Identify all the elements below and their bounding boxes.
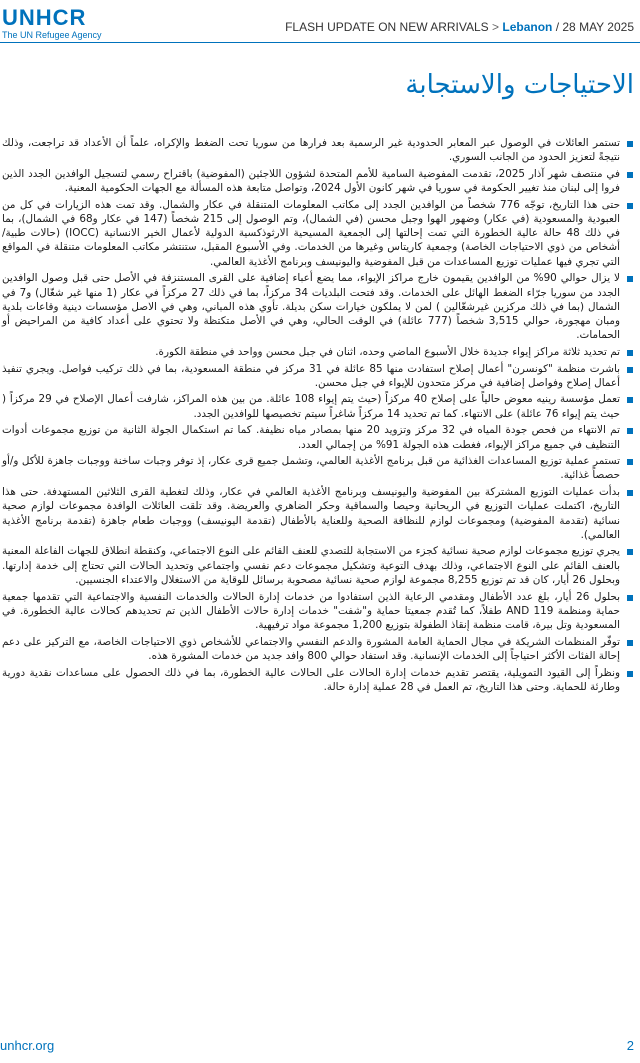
list-item <box>2 590 634 633</box>
bullet-square-icon <box>627 350 633 356</box>
report-title: FLASH UPDATE ON NEW ARRIVALS <box>285 20 489 34</box>
header-location: Lebanon <box>502 20 553 34</box>
bullet-square-icon <box>627 172 633 178</box>
bullet-square-icon <box>627 367 633 373</box>
list-item-text: تستمر العائلات في الوصول عبر المعابر الحدودية غير الرسمية بعد فرارها من سوريا تحت الضغط والإكراه، علماً أن الأعداد قد تراجعت، وذلك نتيجةً لتعزيز الحدود من الجانب السوري. <box>2 137 620 164</box>
header-divider <box>0 42 640 43</box>
logo-subtitle: The UN Refugee Agency <box>2 30 102 40</box>
list-item <box>2 485 634 542</box>
list-item <box>2 271 634 342</box>
list-item <box>2 666 634 694</box>
list-item-text: يجري توزيع مجموعات لوازم صحية نسائية كجزء من الاستجابة للتصدي للعنف القائم على النوع الاجتماعي، وكنقطة انطلاق للجهات الفاعلة المعنية بالعنف القائم على النوع الاجتماعي، وذلك بهدف التوعية وتشكيل مجموعات دعم نفسي واجتماعي وتحديد الحالات التي تحتاج إلى خدمة إدارتها. وبحلول 26 أيار، كان قد تم توزيع 8,255 مجموعة لوازم صحية نسائية مصحوبة برسائل للوقاية من الاستغلال والاعتداء الجنسيين. <box>2 545 620 586</box>
list-item-text: لا يزال حوالي 90% من الوافدين يقيمون خارج مراكز الإيواء، مما يضع أعباء إضافية على القرى المستنزفة في الأصل حتى قبل وصول الوافدين الجدد من سوريا جرّاء الضغط الهائل على الخدمات. وقد فتحت البلديات 34 مركزاً، بما في ذلك 27 مركزاً في عكار (1 منها غير شغّال) و7 في الشمال (بما في ذلك مركزين غيرشغّالين ) لمن لا يملكون خيارات سكن بديلة. تأوي هذه المباني، وهي في الاصل مؤسسات دينية وقاعات بلدية ومبان مهجورة، حوالي 3,515 شخصاً (777 عائلة) في الوقت الحالي، وهي في الأصل متكتظة ولا تحتوي على أعداد كافية من المراحيض أو الحمامات. <box>2 272 620 342</box>
list-item <box>2 362 634 390</box>
list-item <box>2 423 634 451</box>
bullet-square-icon <box>627 276 633 282</box>
list-item <box>2 635 634 663</box>
list-item-text: باشرت منظمة "كونسرن" أعمال إصلاح استفادت منها 85 عائلة في 31 مركز في منطقة المسعودية، بما في ذلك تركيب فواصل. ويجري تنفيذ أعمال إصلاح وفواصل إضافية في مركز متحدون للإيواء في جبل محسن. <box>2 362 621 389</box>
logo-wordmark: UNHCR <box>2 5 87 30</box>
list-item-text: تم تحديد ثلاثة مراكز إيواء جديدة خلال الأسبوع الماضي وحده، اثنان في جبل محسن وواحد في منطقة الكورة. <box>155 345 620 358</box>
header-date: / 28 MAY 2025 <box>555 20 634 34</box>
list-item <box>2 544 634 587</box>
bullet-list <box>2 136 634 697</box>
list-item-text: بحلول 26 أيار، بلغ عدد الأطفال ومقدمي الرعاية الذين استفادوا من خدمات إدارة الحالات والخدمات النفسية والاجتماعية التي تقدمها جمعية حماية ومنظمة AND 119 طفلاً، كما تُقدم جمعيتا حماية و"شفت" خدمات إدارة حالات الأطفال الذين تم تحديدهم كحالات عالية الخطورة. في المسعودية وتل بيرة، قامت منظمة إنقاذ الطفولة بتوزيع 1,200 مجموعة مواد ترفيهية. <box>2 590 620 631</box>
list-item-text: حتى هذا التاريخ، توجّه 776 شخصاً من الوافدين الجدد إلى مكاتب المعلومات المتنقلة في عكار والشمال. وقد تمت هذه الزيارات في كل من العبودية والمسعودية (في عكار) وضهور الهوا وجبل محسن (في الشمال)، وتم الوصول إلى 215 شخصاً (147 في عكار و68 في الشمال)، بما في ذلك 48 حالة عالية الخطورة التي تمت إحالتها إلى الجمعية المسيحية الارثوذكسية الدولية لأعمال الخير الانسانية (IOCC) (حالات طبية/أشخاص من ذوي الاحتياجات الخاصة) وجمعية كاريتاس وغيرها من الخدمات. وفي الأسبوع المقبل، ستنتشر مكاتب المعلومات متنقلة في المواقع التي تجري فيها عمليات توزيع المساعدات من قبل المفوضية واليونيسف وبرنامج الأغذية العالمي. <box>2 198 621 268</box>
list-item <box>2 198 634 269</box>
bullet-square-icon <box>627 141 633 147</box>
list-item <box>2 167 634 195</box>
footer-link[interactable]: unhcr.org <box>0 1038 55 1053</box>
bullet-square-icon <box>627 459 633 465</box>
list-item <box>2 392 634 420</box>
list-item-text: ونظراً إلى القيود التمويلية، يقتصر تقديم خدمات إدارة الحالات على الحالات عالية الخطورة، بما في ذلك الحصول على مساعدات نقدية دورية وطارئة للحماية. وحتى هذا التاريخ، تم العمل في 28 عملية إدارة حالة. <box>2 666 620 693</box>
page-number: 2 <box>626 1038 634 1053</box>
bullet-square-icon <box>627 203 633 209</box>
bullet-square-icon <box>627 428 633 434</box>
list-item-text: تستمر عملية توزيع المساعدات الغذائية من قبل برنامج الأغذية العالمي، وتشمل جميع قرى عكار، إذ توفر وجبات ساخنة ووجبات جاهزة للأكل و/أو حصصاً غذائية. <box>2 455 620 482</box>
list-item-text: بدأت عمليات التوزيع المشتركة بين المفوضية واليونيسف وبرنامج الأغذية العالمي في عكار، وذلك لتغطية القرى الثلاثين المستهدفة. حتى هذا التاريخ، اكتملت عمليات التوزيع في الريحانية وحيصا والسماقية وحكر الضاهري والعريضة. وقد تلقت العائلات الوافدة مجموعات لوازم صحية نسائية (تقدمة المفوضية) ومجموعات لوازم للنظافة الصحية وللعناية بالأطفال (تقدمة اليونيسف) ووجبات طعام جاهزة (تقدمة برنامج الأغذية العالمي). <box>2 486 620 541</box>
list-item-text: تم الانتهاء من فحص جودة المياه في 32 مركز وتزويد 20 منها بمصادر مياه نظيفة. كما تم استكمال الجولة الثانية من توزيع مجموعات أدوات التنظيف في جميع مراكز الإيواء، فغطت هذه الجولة 91% من إجمالي العدد. <box>2 424 620 451</box>
list-item <box>2 345 634 359</box>
list-item-text: توفّر المنظمات الشريكة في مجال الحماية العامة المشورة والدعم النفسي والاجتماعي للأشخاص ذوي الاحتياجات الخاصة، مع التركيز على دعم إحالة الفئات الأكثر احتياجاً إلى الخدمات الإنسانية. وقد استفاد حوالي 800 وافد جديد من خدمات المشورة هذه. <box>2 635 620 662</box>
list-item-text: في منتصف شهر آذار 2025، تقدمت المفوضية السامية للأمم المتحدة لشؤون اللاجئين (المفوضية) باقتراح رسمي لتسجيل الوافدين الجدد الذين فروا إلى لبنان منذ تغيير الحكومة في سوريا في شهر كانون الأول 2024، وتواصل متابعة هذه المسألة مع الجهات الحكومية المعنية. <box>2 167 621 195</box>
report-header <box>285 20 634 34</box>
section-title: الاحتياجات والاستجابة <box>405 70 634 100</box>
bullet-square-icon <box>627 397 633 403</box>
bullet-square-icon <box>627 671 633 677</box>
bullet-square-icon <box>627 595 633 601</box>
list-item <box>2 454 634 482</box>
bullet-square-icon <box>627 549 633 555</box>
unhcr-logo <box>0 6 200 40</box>
list-item-text: تعمل مؤسسة رينيه معوض حالياً على إصلاح 40 مركزاً (حيث يتم إيواء 108 عائلة. من بين هذه المراكز، شارفت أعمال الإصلاح في 29 مركزاً ( حيث يتم إيواء 76 عائلة) على الانتهاء. كما تم تحديد 14 مركزاً شاغراً سيتم تخصيصها للوافدين الجدد. <box>2 393 620 420</box>
list-item <box>2 136 634 164</box>
bullet-square-icon <box>627 490 633 496</box>
bullet-square-icon <box>627 640 633 646</box>
header-separator: > <box>492 20 500 34</box>
